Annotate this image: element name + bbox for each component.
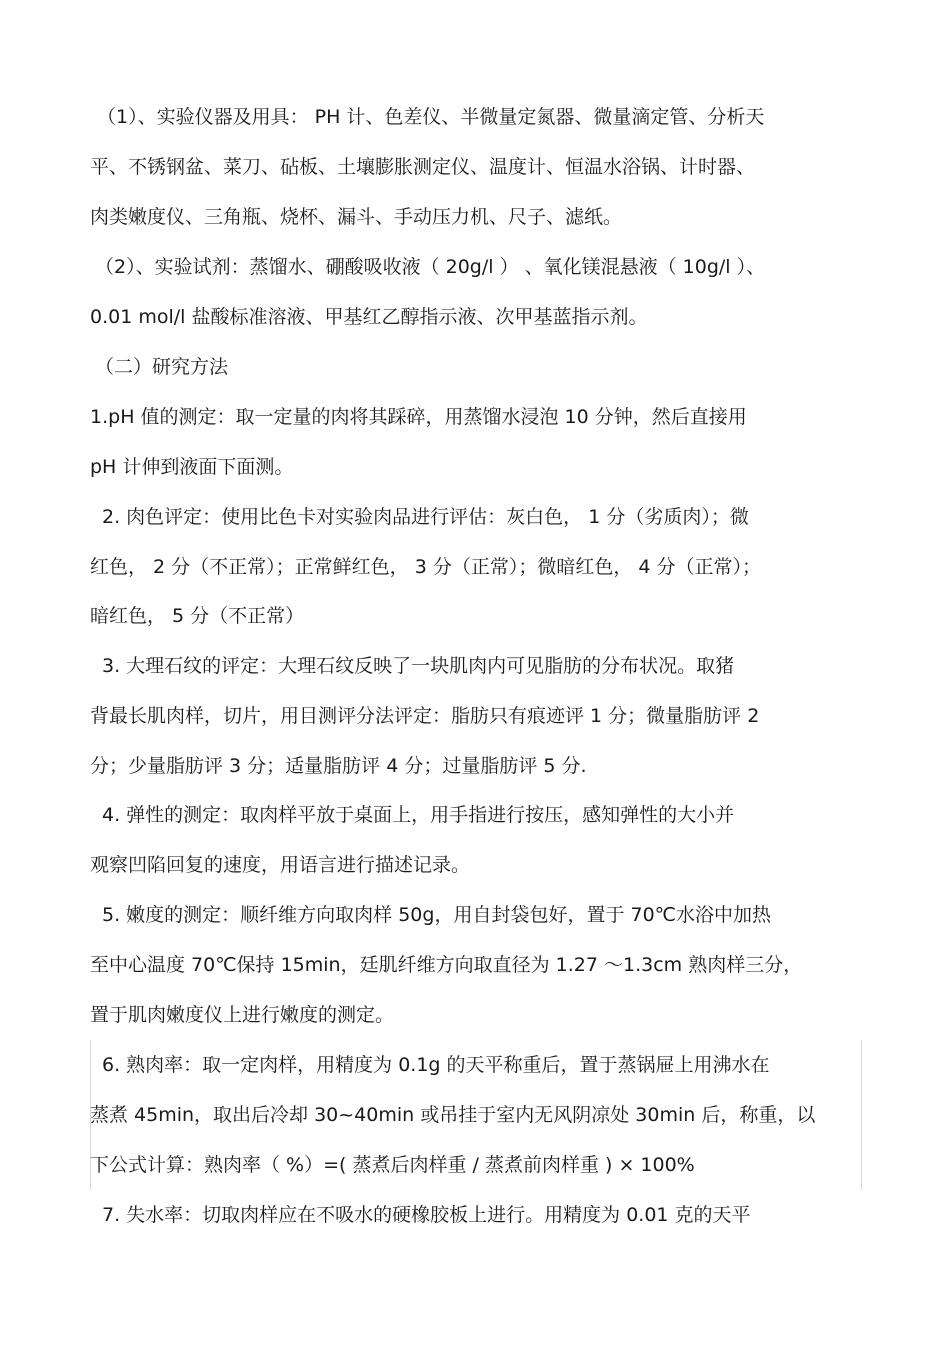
text-line-2: 平、不锈钢盆、菜刀、砧板、土壤膨胀测定仪、温度计、恒温水浴锅、计时器、: [90, 156, 756, 178]
text-line-17: 5. 嫩度的测定：顺纤维方向取肉样 50g，用自封袋包好，置于 70℃水浴中加热: [102, 904, 772, 926]
text-line-21: 蒸煮 45min，取出后冷却 30~40min 或吊挂于室内无风阴凉处 30min 后，称重，以: [90, 1104, 816, 1126]
text-line-12: 3. 大理石纹的评定：大理石纹反映了一块肌肉内可见脂肪的分布状况。取猪: [102, 655, 735, 677]
text-line-5: 0.01 mol/l 盐酸标准溶液、甲基红乙醇指示液、次甲基蓝指示剂。: [90, 306, 648, 328]
text-line-20: 6. 熟肉率：取一定肉样，用精度为 0.1g 的天平称重后，置于蒸锅屉上用沸水在: [102, 1054, 770, 1076]
text-line-16: 观察凹陷回复的速度，用语言进行描述记录。: [90, 854, 471, 876]
text-line-18: 至中心温度 70℃保持 15min，廷肌纤维方向取直径为 1.27 ～1.3cm 熟肉样三分，: [90, 954, 803, 976]
section-heading: （二）研究方法: [95, 356, 229, 378]
text-line-11: 暗红色， 5 分（不正常）: [90, 605, 305, 627]
text-line-15: 4. 弹性的测定：取肉样平放于桌面上，用手指进行按压，感知弹性的大小并: [102, 804, 735, 826]
text-line-4: （2）、实验试剂：蒸馏水、硼酸吸收液（ 20g/l ） 、氧化镁混悬液（ 10g/l ）、: [95, 256, 766, 278]
text-line-23: 7. 失水率：切取肉样应在不吸水的硬橡胶板上进行。用精度为 0.01 克的天平: [102, 1204, 751, 1226]
text-line-3: 肉类嫩度仪、三角瓶、烧杯、漏斗、手动压力机、尺子、滤纸。: [90, 206, 623, 228]
text-line-10: 红色， 2 分（不正常）；正常鲜红色， 3 分（正常）；微暗红色， 4 分（正常）；: [90, 556, 762, 578]
text-line-14: 分；少量脂肪评 3 分；适量脂肪评 4 分；过量脂肪评 5 分.: [90, 755, 587, 777]
text-line-19: 置于肌肉嫩度仪上进行嫩度的测定。: [90, 1004, 395, 1026]
text-line-22: 下公式计算：熟肉率（ %）=( 蒸煮后肉样重 / 蒸煮前肉样重 ) × 100%: [90, 1154, 695, 1176]
text-line-1: （1）、实验仪器及用具： PH 计、色差仪、半微量定氮器、微量滴定管、分析天: [97, 106, 765, 128]
text-line-8: pH 计伸到液面下面测。: [90, 456, 294, 478]
text-line-7: 1.pH 值的测定：取一定量的肉将其踩碎，用蒸馏水浸泡 10 分钟，然后直接用: [90, 406, 747, 428]
text-line-13: 背最长肌肉样，切片，用目测评分法评定：脂肪只有痕迹评 1 分；微量脂肪评 2: [90, 705, 760, 727]
text-line-9: 2. 肉色评定：使用比色卡对实验肉品进行评估：灰白色， 1 分（劣质肉）；微: [102, 506, 749, 528]
